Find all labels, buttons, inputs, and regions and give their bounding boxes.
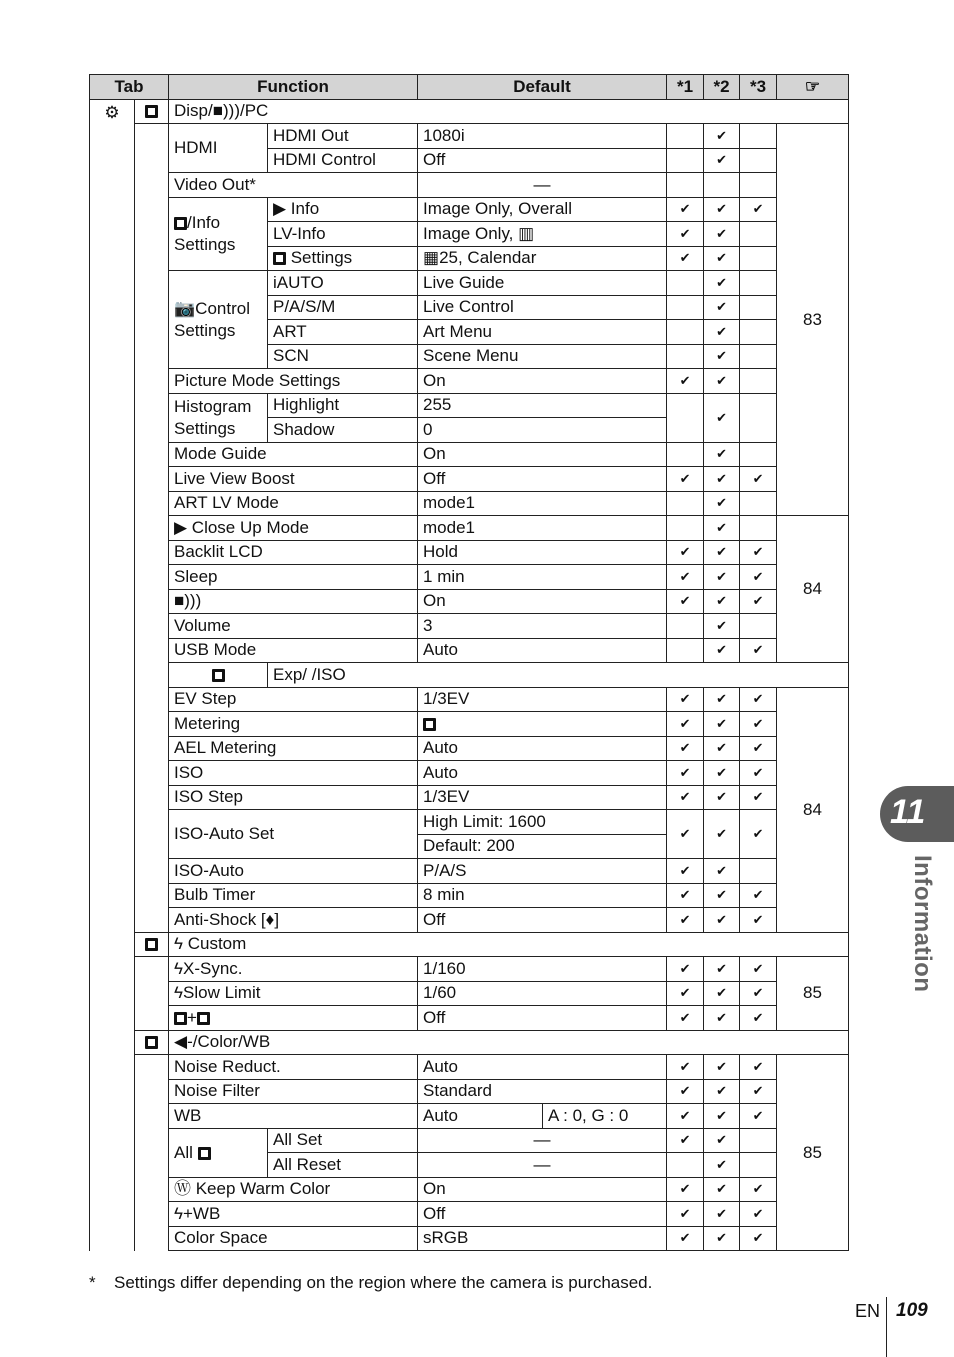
function-name: Color Space (169, 1226, 418, 1251)
default-value: 8 min (418, 883, 667, 908)
function-name: Metering (169, 712, 418, 737)
default-value: On (418, 442, 667, 467)
function-name: ▶ Close Up Mode (169, 516, 418, 541)
check-icon: ✔ (704, 222, 740, 247)
check-icon: ✔ (704, 1006, 740, 1031)
default-value: Live Guide (418, 271, 667, 296)
check-icon: ✔ (704, 883, 740, 908)
function-name: Settings (268, 246, 418, 271)
function-name: All Set (268, 1128, 418, 1153)
default-value: 1/3EV (418, 785, 667, 810)
function-name: ■))) (169, 589, 418, 614)
check-icon: ✔ (704, 1079, 740, 1104)
tab-d-icon (135, 99, 169, 124)
function-name: ISO-Auto (169, 859, 418, 884)
check-icon: ✔ (667, 687, 704, 712)
check-icon: ✔ (704, 1153, 740, 1178)
check-icon: ✔ (740, 638, 777, 663)
check-icon: ✔ (704, 148, 740, 173)
function-name: P/A/S/M (268, 295, 418, 320)
tab-g-icon (135, 1030, 169, 1055)
function-name: Sleep (169, 565, 418, 590)
grid-icon (273, 252, 286, 265)
check-icon: ✔ (704, 344, 740, 369)
check-icon: ✔ (704, 712, 740, 737)
play-icon: ▶ (174, 517, 188, 537)
default-value: Auto (418, 1104, 543, 1129)
function-name: ISO Step (169, 785, 418, 810)
default-value: Default: 200 (418, 834, 667, 859)
function-name: USB Mode (169, 638, 418, 663)
check-icon: ✔ (667, 1104, 704, 1129)
check-icon: ✔ (740, 687, 777, 712)
check-icon: ✔ (704, 467, 740, 492)
check-icon: ✔ (667, 957, 704, 982)
header-tab: Tab (90, 75, 169, 100)
default-value: Off (418, 1006, 667, 1031)
function-name: 📷Control Settings (169, 271, 268, 369)
check-icon: ✔ (704, 736, 740, 761)
check-icon: ✔ (740, 883, 777, 908)
check-icon: ✔ (667, 467, 704, 492)
chapter-label: Information (909, 855, 936, 993)
header-ref (777, 75, 849, 100)
default-value: mode1 (418, 516, 667, 541)
flash-icon: ϟ (174, 983, 183, 1003)
flash-icon: ϟ (174, 1203, 183, 1223)
page-number: 109 (896, 1300, 928, 1321)
default-value: Auto (418, 736, 667, 761)
check-icon: ✔ (704, 1226, 740, 1251)
default-value: Image Only, Overall (418, 197, 667, 222)
default-value: Scene Menu (418, 344, 667, 369)
default-value: 1080i (418, 124, 667, 149)
check-icon: ✔ (740, 565, 777, 590)
check-icon: ✔ (667, 1055, 704, 1080)
function-name: AEL Metering (169, 736, 418, 761)
check-icon: ✔ (667, 565, 704, 590)
check-icon: ✔ (704, 589, 740, 614)
check-icon: ✔ (667, 1177, 704, 1202)
check-icon: ✔ (667, 712, 704, 737)
check-icon: ✔ (740, 712, 777, 737)
check-icon: ✔ (704, 810, 740, 859)
default-value: On (418, 1177, 667, 1202)
footnote: * Settings differ depending on the region where the camera is purchased. (89, 1273, 653, 1292)
check-icon: ✔ (704, 1128, 740, 1153)
flash-icon: ϟ (174, 934, 183, 954)
check-icon: ✔ (704, 442, 740, 467)
check-icon: ✔ (667, 246, 704, 271)
default-value: 1/3EV (418, 687, 667, 712)
check-icon: ✔ (740, 1202, 777, 1227)
default-value: ▦25, Calendar (418, 246, 667, 271)
default-value: Auto (418, 638, 667, 663)
check-icon: ✔ (740, 810, 777, 859)
check-icon: ✔ (740, 736, 777, 761)
grid-icon (174, 217, 187, 230)
default-value: 1/60 (418, 981, 667, 1006)
default-value: A : 0, G : 0 (543, 1104, 667, 1129)
function-name: LV-Info (268, 222, 418, 247)
default-value: 1 min (418, 565, 667, 590)
check-icon: ✔ (704, 246, 740, 271)
check-icon: ✔ (667, 785, 704, 810)
function-name: HDMI Out (268, 124, 418, 149)
header-function: Function (169, 75, 418, 100)
language-code: EN (855, 1301, 881, 1321)
check-icon: ✔ (667, 540, 704, 565)
check-icon: ✔ (704, 540, 740, 565)
check-icon: ✔ (667, 369, 704, 394)
function-name: SCN (268, 344, 418, 369)
default-value: 1/160 (418, 957, 667, 982)
function-name: Backlit LCD (169, 540, 418, 565)
check-icon: ✔ (740, 1006, 777, 1031)
tab-f-icon (135, 932, 169, 957)
metering-icon (423, 718, 436, 731)
function-name: Highlight (268, 393, 418, 418)
function-name: Mode Guide (169, 442, 418, 467)
default-value: 0 (418, 418, 667, 443)
default-value (418, 712, 667, 737)
check-icon: ✔ (667, 197, 704, 222)
function-name: ISO (169, 761, 418, 786)
function-name: ISO-Auto Set (169, 810, 418, 859)
check-icon: ✔ (667, 859, 704, 884)
check-icon: ✔ (704, 908, 740, 933)
check-icon: ✔ (667, 1226, 704, 1251)
check-icon: ✔ (704, 271, 740, 296)
default-value: Auto (418, 761, 667, 786)
check-icon: ✔ (667, 1006, 704, 1031)
check-icon: ✔ (667, 761, 704, 786)
function-name: ART LV Mode (169, 491, 418, 516)
page-ref: 85 (777, 957, 849, 1031)
check-icon: ✔ (740, 197, 777, 222)
check-icon: ✔ (667, 1128, 704, 1153)
function-name: Bulb Timer (169, 883, 418, 908)
page-ref: 83 (777, 124, 849, 516)
function-name: Picture Mode Settings (169, 369, 418, 394)
check-icon: ✔ (704, 981, 740, 1006)
default-value: — (418, 173, 667, 198)
default-value: 255 (418, 393, 667, 418)
function-name: Noise Reduct. (169, 1055, 418, 1080)
check-icon: ✔ (667, 1079, 704, 1104)
check-icon: ✔ (740, 1104, 777, 1129)
check-icon: ✔ (667, 1202, 704, 1227)
check-icon: ✔ (704, 638, 740, 663)
function-name: ϟSlow Limit (169, 981, 418, 1006)
check-icon: ✔ (667, 736, 704, 761)
page-ref: 84 (777, 687, 849, 932)
wb-auto-icon: Ⓦ (174, 1179, 191, 1199)
section-title: ϟ Custom (169, 932, 849, 957)
check-icon: ✔ (740, 1177, 777, 1202)
function-name: ▶ Info (268, 197, 418, 222)
function-name: + (169, 1006, 418, 1031)
chapter-number: 11 (890, 793, 926, 831)
default-value: Auto (418, 1055, 667, 1080)
page-ref: 84 (777, 516, 849, 663)
function-name: Shadow (268, 418, 418, 443)
header-default: Default (418, 75, 667, 100)
check-icon: ✔ (704, 1202, 740, 1227)
check-icon: ✔ (704, 687, 740, 712)
check-icon: ✔ (704, 124, 740, 149)
settings-table (89, 74, 849, 1251)
section-title: Exp/ /ISO (268, 663, 849, 688)
function-name: Histogram Settings (169, 393, 268, 442)
check-icon: ✔ (704, 614, 740, 639)
default-value: sRGB (418, 1226, 667, 1251)
check-icon: ✔ (704, 1055, 740, 1080)
function-name: EV Step (169, 687, 418, 712)
check-icon: ✔ (704, 565, 740, 590)
function-name: Ⓦ Keep Warm Color (169, 1177, 418, 1202)
default-value: mode1 (418, 491, 667, 516)
check-icon: ✔ (704, 320, 740, 345)
check-icon: ✔ (704, 1177, 740, 1202)
check-icon: ✔ (704, 369, 740, 394)
header-c1: *1 (667, 75, 704, 100)
default-value: — (418, 1153, 667, 1178)
default-value: Off (418, 148, 667, 173)
function-name: WB (169, 1104, 418, 1129)
thumbnail-icon: ▦ (423, 248, 440, 268)
tab-e-icon (169, 663, 268, 688)
check-icon: ✔ (740, 908, 777, 933)
check-icon: ✔ (740, 957, 777, 982)
function-name: ϟX-Sync. (169, 957, 418, 982)
check-icon: ✔ (667, 981, 704, 1006)
default-value: On (418, 369, 667, 394)
function-name: Volume (169, 614, 418, 639)
function-name: /Info Settings (169, 197, 268, 271)
header-row (90, 75, 849, 100)
check-icon: ✔ (667, 883, 704, 908)
check-icon: ✔ (740, 1055, 777, 1080)
gears-icon: ⚙ (90, 99, 135, 1251)
function-name: All Reset (268, 1153, 418, 1178)
histogram-icon: ▥ (518, 223, 535, 243)
function-name: Video Out* (169, 173, 418, 198)
check-icon: ✔ (667, 810, 704, 859)
check-icon: ✔ (704, 197, 740, 222)
default-value: Live Control (418, 295, 667, 320)
check-icon: ✔ (667, 908, 704, 933)
image-quality-icon: ◀ (174, 1032, 188, 1052)
check-icon: ✔ (740, 540, 777, 565)
function-name: Anti-Shock [♦] (169, 908, 418, 933)
function-name: Noise Filter (169, 1079, 418, 1104)
section-title: ◀-/Color/WB (169, 1030, 849, 1055)
default-value: 3 (418, 614, 667, 639)
section-title: Disp/■)))/PC (169, 99, 849, 124)
default-value: On (418, 589, 667, 614)
default-value: — (418, 1128, 667, 1153)
check-icon: ✔ (704, 491, 740, 516)
pointing-hand-icon: ☞ (804, 76, 821, 96)
default-value: Standard (418, 1079, 667, 1104)
header-c2: *2 (704, 75, 740, 100)
function-name: All (169, 1128, 268, 1177)
check-icon: ✔ (704, 761, 740, 786)
default-value: P/A/S (418, 859, 667, 884)
default-value: Art Menu (418, 320, 667, 345)
check-icon: ✔ (704, 516, 740, 541)
default-value: Off (418, 1202, 667, 1227)
function-name: ART (268, 320, 418, 345)
check-icon: ✔ (740, 1079, 777, 1104)
check-icon: ✔ (704, 1104, 740, 1129)
function-name: ϟ+WB (169, 1202, 418, 1227)
check-icon: ✔ (704, 393, 740, 442)
check-icon: ✔ (704, 859, 740, 884)
check-icon: ✔ (704, 957, 740, 982)
camera-icon: 📷 (174, 298, 196, 318)
default-value: Hold (418, 540, 667, 565)
wb-flash-icon (198, 1147, 211, 1160)
exposure-comp-icon (197, 1012, 210, 1025)
function-name: iAUTO (268, 271, 418, 296)
footer-divider (886, 1297, 887, 1357)
play-icon: ▶ (273, 199, 287, 219)
default-value: Image Only, ▥ (418, 222, 667, 247)
check-icon: ✔ (704, 295, 740, 320)
default-value: High Limit: 1600 (418, 810, 667, 835)
default-value: Off (418, 908, 667, 933)
function-name: HDMI Control (268, 148, 418, 173)
check-icon: ✔ (667, 589, 704, 614)
function-name: HDMI (169, 124, 268, 173)
check-icon: ✔ (704, 785, 740, 810)
default-value: Off (418, 467, 667, 492)
check-icon: ✔ (740, 785, 777, 810)
header-c3: *3 (740, 75, 777, 100)
check-icon: ✔ (740, 589, 777, 614)
check-icon: ✔ (667, 222, 704, 247)
flash-comp-icon (174, 1012, 187, 1025)
check-icon: ✔ (740, 761, 777, 786)
check-icon: ✔ (740, 467, 777, 492)
check-icon: ✔ (740, 981, 777, 1006)
page-ref: 85 (777, 1055, 849, 1251)
check-icon: ✔ (740, 1226, 777, 1251)
flash-icon: ϟ (174, 958, 183, 978)
function-name: Live View Boost (169, 467, 418, 492)
